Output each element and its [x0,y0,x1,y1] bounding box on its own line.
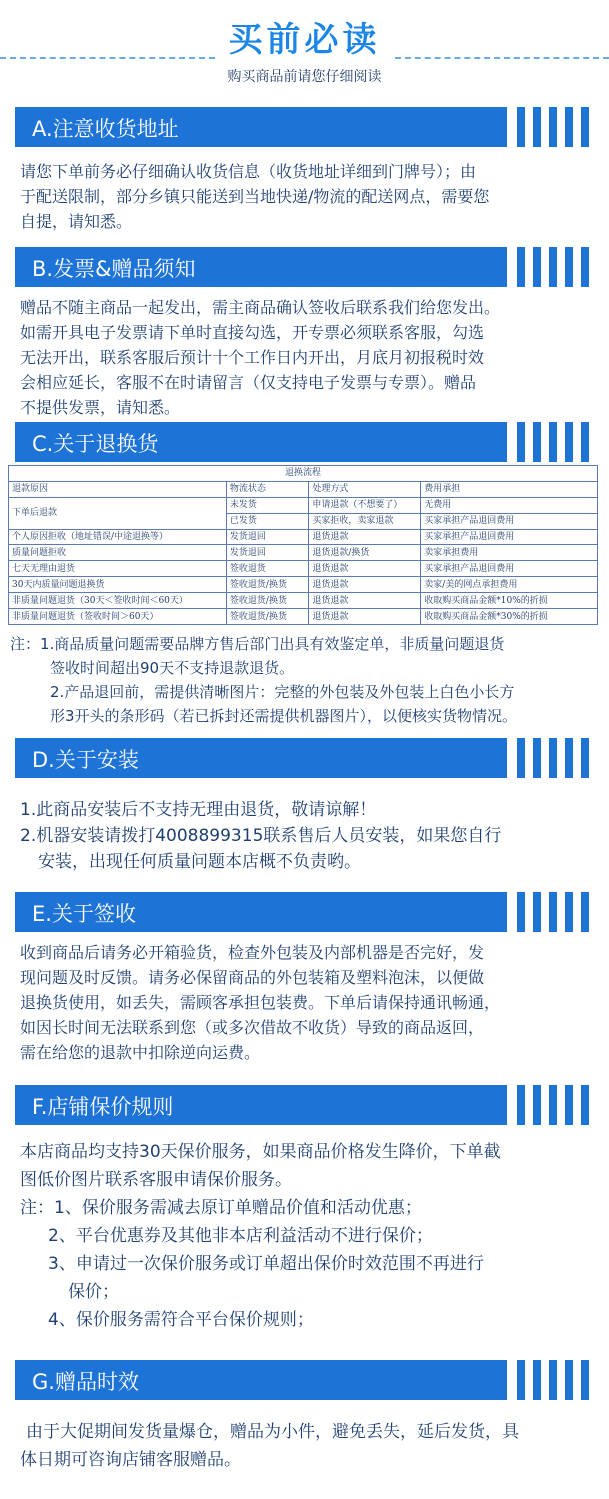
text-line: 于配送限制，部分乡镇只能送到当地快递/物流的配送网点，需要您 [20,187,490,206]
section-c-title: C.关于退换货 [32,432,159,456]
table-cell: 发货退回 [226,545,308,561]
table-cell: 收取购买商品金额*10%的折损 [421,593,598,609]
table-cell: 卖家承担费用 [421,545,598,561]
table-cell: 退货退款/换货 [309,545,421,561]
text-line: 体日期可咨询店铺客服赠品。 [20,1450,241,1470]
section-c-notes [10,632,595,728]
table-cell: 签收退货/换货 [226,593,308,609]
table-cell: 签收退货 [226,561,308,577]
table-row [9,593,598,609]
text-line: 无法开出，联系客服后预计十个工作日内开出，月底月初报税时效 [20,348,485,367]
stripes-decoration [517,107,597,147]
text-line: 4、保价服务需符合平台保价规则； [48,1310,314,1330]
text-line: 不提供发票，请知悉。 [20,398,181,417]
table-cell: 买家拒收，卖家退款 [309,513,421,529]
table-header: 费用承担 [421,481,598,497]
table-cell: 退货退款 [309,593,421,609]
table-cell: 非质量问题退货（签收时间＞60天） [9,609,227,625]
table-header-row [9,481,598,497]
text-line: 保价； [68,1282,119,1302]
divider-left [0,57,215,59]
note-line: 注：1.商品质量问题需要品牌方售后部门出具有效鉴定单，非质量问题退货 [10,635,505,653]
section-f-title: F.店铺保价规则 [32,1095,174,1119]
text-line: 赠品不随主商品一起发出，需主商品确认签收后联系我们给您发出。 [20,298,501,317]
table-row [9,577,598,593]
text-line: 需在给您的退款中扣除逆向运费。 [20,1043,261,1062]
return-process-table [8,465,598,625]
section-c-header [15,422,595,462]
table-cell: 买家承担产品退回费用 [421,513,598,529]
table-cell: 退货退款 [309,609,421,625]
stripes-decoration [517,892,597,932]
table-row [9,545,598,561]
section-b-body [20,295,590,420]
section-f-body [20,1138,590,1334]
text-line: 本店商品均支持30天保价服务，如果商品价格发生降价，下单截 [20,1142,501,1162]
table-cell: 七天无理由退货 [9,561,227,577]
text-line: 退换货使用，如丢失，需顾客承担包装费。下单后请保持通讯畅通， [20,993,501,1012]
section-a-header [15,107,595,147]
text-line: 如因长时间无法联系到您（或多次借故不收货）导致的商品返回， [20,1018,485,1037]
table-header: 退款原因 [9,481,227,497]
table-cell: 退货退款 [309,577,421,593]
page-title: 买前必读 [228,20,381,60]
table-cell: 个人原因拒收（地址错误/中途退换等） [9,529,227,545]
section-b-header [15,247,595,287]
section-g-header [15,1360,595,1400]
table-cell: 下单后退款 [9,497,227,529]
stripes-decoration [517,1360,597,1400]
text-line: 如需开具电子发票请下单时直接勾选，开专票必须联系客服，勾选 [20,323,485,342]
note-line: 2.产品退回前，需提供清晰图片：完整的外包装及外包装上白色小长方 [50,683,515,701]
table-cell: 质量问题拒收 [9,545,227,561]
text-line: 3、申请过一次保价服务或订单超出保价时效范围不再进行 [48,1254,484,1274]
text-line: 图低价图片联系客服申请保价服务。 [20,1170,292,1190]
table-cell: 签收退货/换货 [226,609,308,625]
table-cell: 卖家/美的网点承担费用 [421,577,598,593]
divider-right [395,57,609,59]
table-cell: 非质量问题退货（30天＜签收时间＜60天） [9,593,227,609]
table-row [9,497,598,513]
section-d-header [15,738,595,778]
text-line: 请您下单前务必仔细确认收货信息（收货地址详细到门牌号）；由 [20,162,477,181]
table-cell: 退货退款 [309,561,421,577]
table-header: 物流状态 [226,481,308,497]
stripes-decoration [517,247,597,287]
text-line: 2、平台优惠券及其他非本店利益活动不进行保价； [48,1226,433,1246]
table-caption: 退换流程 [9,466,598,482]
section-e-title: E.关于签收 [32,902,136,926]
text-line: 2.机器安装请拨打4008899315联系售后人员安装，如果您自行 [20,826,502,846]
section-e-body [20,940,590,1065]
table-header: 处理方式 [309,481,421,497]
section-b-title: B.发票&赠品须知 [32,257,196,281]
text-line: 由于大促期间发货量爆仓，赠品为小件，避免丢失，延后发货，具 [26,1422,519,1442]
text-line: 安装，出现任何质量问题本店概不负责哟。 [38,852,361,872]
text-line: 注：1、保价服务需减去原订单赠品价值和活动优惠； [20,1198,422,1218]
table-cell: 已发货 [226,513,308,529]
section-d-body [20,797,590,875]
table-cell: 30天内质量问题退换货 [9,577,227,593]
text-line: 收到商品后请务必开箱验货，检查外包装及内部机器是否完好，发 [20,943,485,962]
table-row [9,609,598,625]
table-row [9,561,598,577]
text-line: 1.此商品安装后不支持无理由退货，敬请谅解！ [20,800,377,820]
text-line: 自提，请知悉。 [20,212,133,231]
text-line: 会相应延长，客服不在时请留言（仅支持电子发票与专票）。赠品 [20,373,477,392]
table-cell: 申请退款（不想要了） [309,497,421,513]
table-cell: 未发货 [226,497,308,513]
stripes-decoration [517,1085,597,1125]
stripes-decoration [517,422,597,462]
table-cell: 发货退回 [226,529,308,545]
text-line: 现问题及时反馈。请务必保留商品的外包装箱及塑料泡沫，以便做 [20,968,485,987]
note-line: 签收时间超出90天不支持退款退货。 [50,659,295,677]
section-d-title: D.关于安装 [32,748,139,772]
section-e-header [15,892,595,932]
table-cell: 收取购买商品金额*30%的折损 [421,609,598,625]
table-cell: 无费用 [421,497,598,513]
section-a-title: A.注意收货地址 [32,117,179,141]
table-cell: 买家承担产品退回费用 [421,529,598,545]
table-row [9,529,598,545]
table-cell: 退货退款 [309,529,421,545]
stripes-decoration [517,738,597,778]
note-line: 形3开头的条形码（若已拆封还需提供机器图片），以便核实货物情况。 [50,707,518,725]
page-subtitle: 购买商品前请您仔细阅读 [227,69,382,85]
table-cell: 签收退货/换货 [226,577,308,593]
table-cell: 买家承担产品退回费用 [421,561,598,577]
section-a-body [20,159,590,234]
section-g-body [20,1418,590,1474]
section-g-title: G.赠品时效 [32,1370,139,1394]
section-f-header [15,1085,595,1125]
